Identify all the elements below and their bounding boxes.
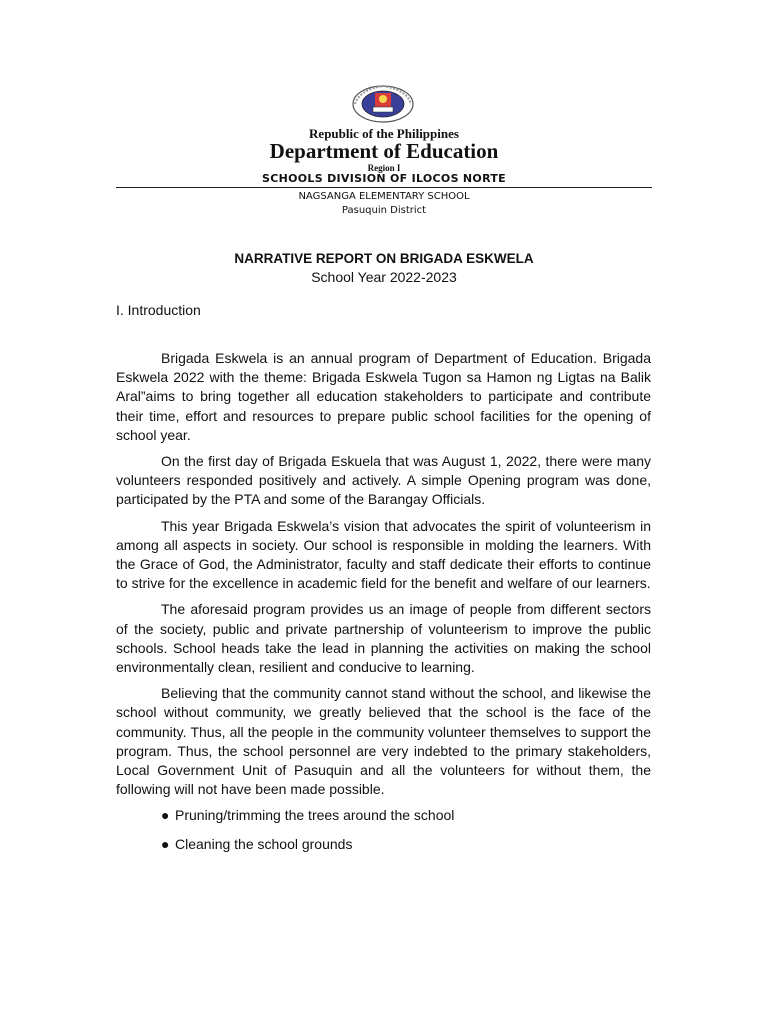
deped-seal-logo — [351, 84, 415, 124]
paragraph: The aforesaid program provides us an image of people from different sectors of the society, public and private partnership of volunteerism to improve the public schools. School heads take the lead in planning the activities on making the school environmentally clean, resilient and conducive to learning. — [116, 601, 651, 676]
header-divider — [116, 187, 652, 188]
division-heading: SCHOOLS DIVISION OF ILOCOS NORTE — [262, 172, 506, 185]
report-body — [116, 349, 651, 863]
paragraph: This year Brigada Eskwela’s vision that advocates the spirit of volunteerism in among all aspects in society. Our school is responsible in molding the learners. With the Grace of God, the Administrator, faculty and staff dedicate their efforts to continue to strive for the excellence in academic field for the benefit and welfare of our learners. — [116, 517, 651, 592]
paragraph: On the first day of Brigada Eskuela that was August 1, 2022, there were many volunteers responded positively and actively. A simple Opening program was done, participated by the PTA and some of the Barangay Officials. — [116, 453, 651, 508]
bullet-icon: ● — [161, 807, 170, 824]
paragraph: Believing that the community cannot stand without the school, and likewise the school without community, we greatly believed that the school is the face of the community. Thus, all the people in the community volunteer themselves to support the program. Thus, the school personnel are very indebted to the primary stakeholders, Local Government Unit of Pasuquin and all the volunteers for without them, the following will not have been made possible. — [116, 685, 651, 798]
section-heading: I. Introduction — [116, 302, 201, 318]
paragraph: Brigada Eskwela is an annual program of Department of Education. Brigada Eskwela 2022 with the theme: Brigada Eskwela Tugon sa Hamon ng Ligtas na Balik Aral”aims to bring together all education stakeholders to participate and contribute their time, effort and resources to prepare public school facilities for the opening of school year. — [116, 350, 651, 443]
list-item — [161, 835, 651, 854]
report-title: NARRATIVE REPORT ON BRIGADA ESKWELA — [234, 251, 534, 266]
school-name: NAGSANGA ELEMENTARY SCHOOL — [298, 191, 470, 202]
department-heading: Department of Education — [269, 139, 499, 163]
list-item-text: Cleaning the school grounds — [175, 835, 353, 852]
school-year: School Year 2022-2023 — [311, 269, 457, 285]
republic-heading: Republic of the Philippines — [309, 126, 459, 141]
region-heading: Region I — [367, 163, 401, 173]
list-item-text: Pruning/trimming the trees around the school — [175, 807, 455, 824]
bullet-icon: ● — [161, 835, 170, 852]
activity-list — [116, 806, 651, 853]
district-name: Pasuquin District — [341, 205, 427, 216]
list-item — [161, 806, 651, 825]
